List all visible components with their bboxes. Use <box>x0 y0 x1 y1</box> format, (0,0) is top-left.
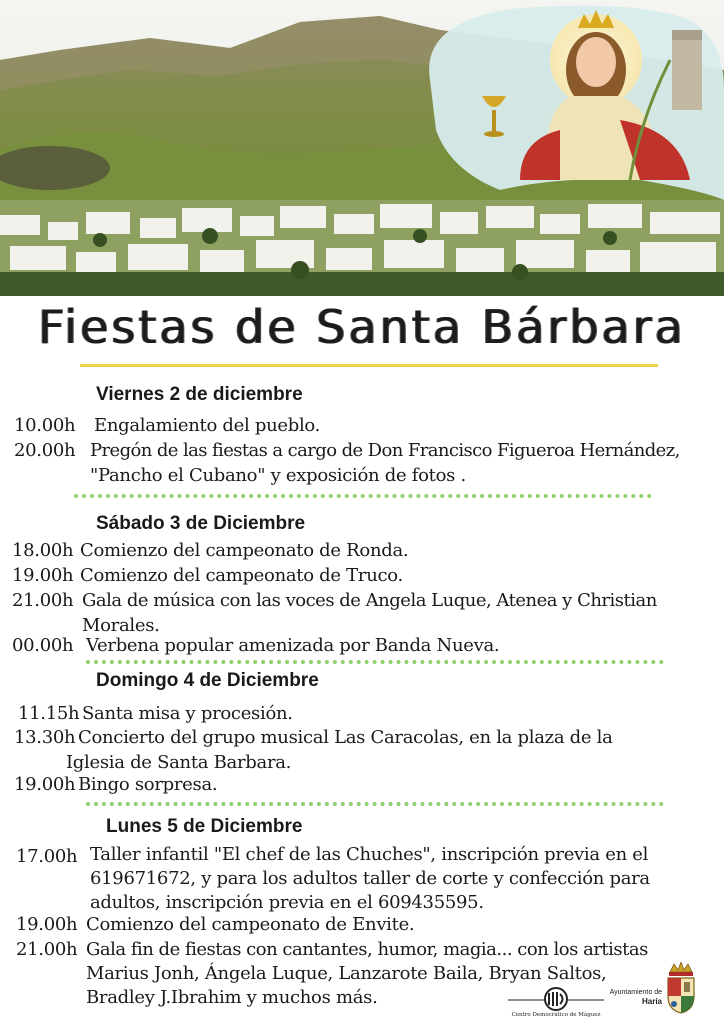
schedule-item <box>14 772 722 797</box>
event-description: Concierto del grupo musical Las Caracolas, en la plaza de la <box>78 727 613 748</box>
day-heading-sabado: Sábado 3 de Diciembre <box>96 513 306 534</box>
event-description: Comienzo del campeonato de Ronda. <box>80 540 409 561</box>
event-time: 00.00h <box>12 635 74 656</box>
event-description: Engalamiento del pueblo. <box>94 415 321 436</box>
schedule-item <box>14 413 722 438</box>
schedule-item <box>12 563 722 588</box>
schedule-item <box>16 912 722 937</box>
event-description: adultos, inscripción previa en el 609435595. <box>90 892 484 913</box>
event-description: Verbena popular amenizada por Banda Nueva. <box>86 635 500 656</box>
page-title: Fiestas de Santa Bárbara <box>38 300 686 354</box>
event-time: 19.00h <box>12 565 74 586</box>
dotted-divider <box>86 660 664 664</box>
event-description: Comienzo del campeonato de Envite. <box>86 914 415 935</box>
event-time: 20.00h <box>14 440 76 461</box>
schedule-item <box>16 842 722 917</box>
event-description: Taller infantil "El chef de las Chuches", inscripción previa en el <box>90 844 649 865</box>
cdm-emblem-icon <box>508 986 604 1012</box>
schedule-item <box>14 725 722 775</box>
event-time: 19.00h <box>16 914 78 935</box>
haria-crest-icon <box>664 962 698 1014</box>
event-description: Gala de música con las voces de Angela Luque, Atenea y Christian <box>82 590 657 611</box>
event-description: Marius Jonh, Ángela Luque, Lanzarote Baila, Bryan Saltos, <box>86 963 607 984</box>
schedule-item <box>18 701 722 726</box>
event-description: Iglesia de Santa Barbara. <box>66 752 292 773</box>
schedule-item <box>12 633 722 658</box>
title-underline <box>80 364 658 367</box>
event-description: Bradley J.Ibrahim y muchos más. <box>86 987 378 1008</box>
event-time: 17.00h <box>16 846 78 867</box>
header-photo <box>0 0 724 296</box>
day-heading-lunes: Lunes 5 de Diciembre <box>106 816 303 837</box>
event-time: 21.00h <box>16 939 78 960</box>
event-description: Bingo sorpresa. <box>78 774 218 795</box>
event-description: Pregón de las fiestas a cargo de Don Francisco Figueroa Hernández, <box>90 440 680 461</box>
header-photo-illustration <box>0 0 724 296</box>
schedule-item <box>14 438 722 488</box>
event-description: Comienzo del campeonato de Truco. <box>80 565 403 586</box>
schedule-item <box>12 588 722 638</box>
day-heading-domingo: Domingo 4 de Diciembre <box>96 670 319 691</box>
haria-logo-text <box>596 988 662 1007</box>
event-time: 18.00h <box>12 540 74 561</box>
haria-line2: Haría <box>641 997 662 1006</box>
event-description: Santa misa y procesión. <box>82 703 293 724</box>
schedule-item <box>12 538 722 563</box>
event-time: 11.15h <box>18 703 80 724</box>
dotted-divider <box>86 802 664 806</box>
event-description: Gala fin de fiestas con cantantes, humor, magia... con los artistas <box>86 939 648 960</box>
event-time: 21.00h <box>12 590 74 611</box>
event-time: 13.30h <box>14 727 76 748</box>
event-description: Morales. <box>82 615 160 636</box>
event-description: 619671672, y para los adultos taller de corte y confección para <box>90 868 650 889</box>
dotted-divider <box>74 494 652 498</box>
day-heading-viernes: Viernes 2 de diciembre <box>96 384 303 405</box>
cdm-logo <box>508 986 604 1022</box>
event-description: "Pancho el Cubano" y exposición de fotos . <box>90 465 466 486</box>
haria-line1: Ayuntamiento de <box>609 989 662 996</box>
event-time: 10.00h <box>14 415 76 436</box>
event-time: 19.00h <box>14 774 76 795</box>
cdm-caption: Centro Democrático de Máguez <box>511 1012 601 1018</box>
